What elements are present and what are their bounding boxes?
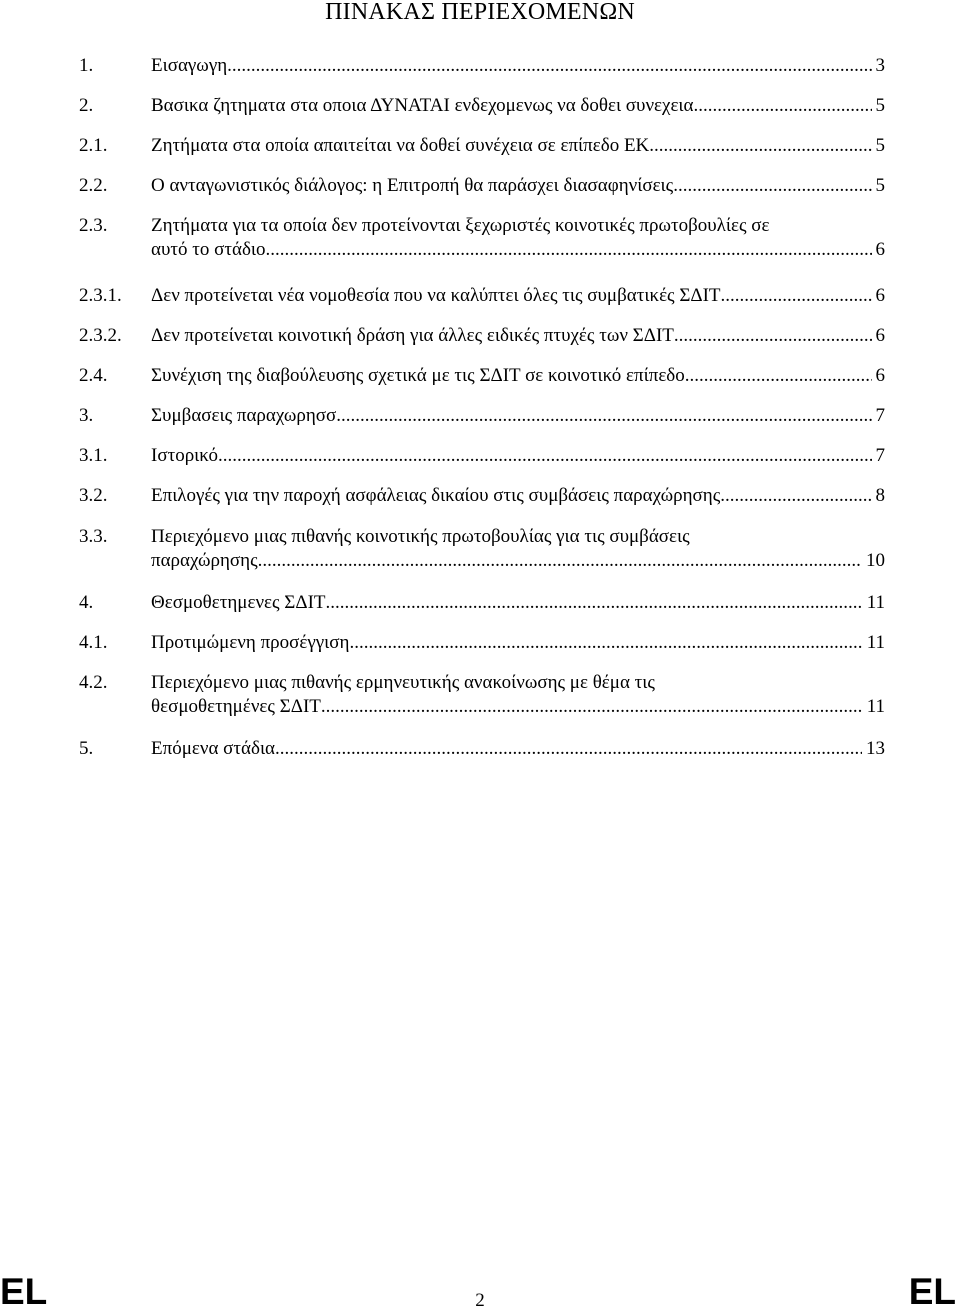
toc-entry-number: 2.1. xyxy=(79,135,108,156)
toc-entry-body xyxy=(151,671,885,719)
toc-entry[interactable] xyxy=(79,591,885,615)
page-title: ΠΙΝΑΚΑΣ ΠΕΡΙΕΧΟΜΕΝΩΝ xyxy=(325,0,635,25)
toc-entry-last-line xyxy=(151,364,885,388)
dot-leader xyxy=(218,444,872,468)
toc-entry-title: Συνέχιση της διαβούλευσης σχετικά με τις ΣΔΙΤ σε κοινοτικό επίπεδο xyxy=(151,365,685,386)
dot-leader xyxy=(694,94,872,118)
dot-leader xyxy=(649,134,871,158)
toc-entry[interactable] xyxy=(79,671,885,719)
dot-leader xyxy=(336,404,871,428)
toc-entry-title: Ο ανταγωνιστικός διάλογος: η Επιτροπή θα παράσχει διασαφηνίσεις xyxy=(151,175,674,196)
toc-entry-page-number: 11 xyxy=(866,592,885,613)
toc-entry-body xyxy=(151,591,885,615)
toc-entry[interactable] xyxy=(79,284,885,308)
toc-entry-page-number: 5 xyxy=(875,135,885,156)
toc-entry-title-line: Ζητήματα για τα οποία δεν προτείνονται ξεχωριστές κοινοτικές πρωτοβουλίες σε xyxy=(151,215,770,236)
toc-entry[interactable] xyxy=(79,484,885,508)
toc-entry-page-number: 3 xyxy=(875,55,885,76)
toc-entry-last-line xyxy=(151,324,885,348)
dot-leader xyxy=(326,591,863,615)
toc-entry-body xyxy=(151,54,885,78)
toc-entry-body xyxy=(151,364,885,388)
toc-entry-number: 2.3.1. xyxy=(79,285,122,306)
toc-entry-number: 3. xyxy=(79,405,94,426)
toc-entry-body xyxy=(151,324,885,348)
toc-entry-body xyxy=(151,284,885,308)
toc-entry-last-line xyxy=(151,238,885,262)
toc-entry[interactable] xyxy=(79,631,885,655)
toc-entry-title-line: Περιεχόμενο μιας πιθανής κοινοτικής πρωτοβουλίας για τις συμβάσεις xyxy=(151,526,690,547)
toc-entry-last-line xyxy=(151,737,885,761)
dot-leader xyxy=(720,484,871,508)
toc-entry-number: 2.4. xyxy=(79,365,108,386)
toc-entry-title: Συμβασεις παραχωρησσ xyxy=(151,405,337,426)
toc-entry-title: Δεν προτείνεται κοινοτική δράση για άλλες ειδικές πτυχές των ΣΔΙΤ xyxy=(151,325,674,346)
toc-entry-number: 2. xyxy=(79,95,94,116)
toc-entry-page-number: 5 xyxy=(875,95,885,116)
toc-entry-body xyxy=(151,174,885,198)
dot-leader xyxy=(685,364,872,388)
toc-entry-title: Προτιμώμενη προσέγγιση xyxy=(151,632,350,653)
toc-entry-number: 4.2. xyxy=(79,672,108,693)
toc-entry-number: 4. xyxy=(79,592,94,613)
toc-entry-body xyxy=(151,737,885,761)
dot-leader xyxy=(349,631,862,655)
toc-entry-body xyxy=(151,444,885,468)
dot-leader xyxy=(721,284,872,308)
toc-entry-page-number: 6 xyxy=(875,239,885,260)
toc-entry[interactable] xyxy=(79,364,885,388)
toc-entry-body xyxy=(151,484,885,508)
toc-entry[interactable] xyxy=(79,404,885,428)
toc-entry[interactable] xyxy=(79,94,885,118)
toc-entry-title: Επόμενα στάδια xyxy=(151,738,276,759)
toc-entry-last-line xyxy=(151,174,885,198)
toc-entry-last-line xyxy=(151,284,885,308)
toc-entry-title: Βασικα ζητηματα στα οποια ΔΥΝΑΤΑΙ ενδεχομενως να δοθει συνεχεια xyxy=(151,95,694,116)
toc-entry-page-number: 6 xyxy=(875,285,885,306)
toc-entry-page-number: 7 xyxy=(875,445,885,466)
toc-entry-title-line: Περιεχόμενο μιας πιθανής ερμηνευτικής ανακοίνωσης με θέμα τις xyxy=(151,672,655,693)
toc-entry[interactable] xyxy=(79,214,885,262)
dot-leader xyxy=(673,174,871,198)
toc-entry-page-number: 10 xyxy=(866,550,885,571)
toc-entry-title: Ιστορικό xyxy=(151,445,218,466)
toc-entry-body xyxy=(151,525,885,573)
toc-entry-last-line xyxy=(151,484,885,508)
toc-entry-number: 2.3.2. xyxy=(79,325,122,346)
toc-entry-last-line xyxy=(151,631,885,655)
dot-leader xyxy=(674,324,872,348)
toc-entry-number: 2.3. xyxy=(79,215,108,236)
toc-entry-last-line xyxy=(151,591,885,615)
toc-entry-number: 3.1. xyxy=(79,445,108,466)
toc-entry-page-number: 8 xyxy=(875,485,885,506)
toc-entry-title: Ζητήματα στα οποία απαιτείται να δοθεί συνέχεια σε επίπεδο ΕΚ xyxy=(151,135,650,156)
toc-entry-body xyxy=(151,134,885,158)
toc-entry-last-line xyxy=(151,444,885,468)
toc-entry-last-line xyxy=(151,695,885,719)
toc-entry-title: θεσμοθετημένες ΣΔΙΤ xyxy=(151,696,321,717)
toc-entry-body xyxy=(151,631,885,655)
toc-entry-page-number: 6 xyxy=(875,325,885,346)
toc-entry-last-line xyxy=(151,404,885,428)
dot-leader xyxy=(227,54,871,78)
toc-entry-last-line xyxy=(151,94,885,118)
toc-entry[interactable] xyxy=(79,174,885,198)
toc-entry-body xyxy=(151,404,885,428)
toc-entry-title: Εισαγωγη xyxy=(151,55,228,76)
toc-entry-page-number: 11 xyxy=(866,696,885,717)
toc-entry-number: 2.2. xyxy=(79,175,108,196)
toc-entry[interactable] xyxy=(79,134,885,158)
dot-leader xyxy=(275,737,862,761)
toc-entry-number: 1. xyxy=(79,55,94,76)
toc-entry-title: Επιλογές για την παροχή ασφάλειας δικαίου στις συμβάσεις παραχώρησης xyxy=(151,485,721,506)
footer-language-code-right: EL xyxy=(908,1271,956,1312)
dot-leader xyxy=(266,238,872,262)
dot-leader xyxy=(258,549,862,573)
toc-entry-body xyxy=(151,214,885,262)
toc-entry[interactable] xyxy=(79,737,885,761)
toc-entry-number: 3.2. xyxy=(79,485,108,506)
footer-language-code-left: EL xyxy=(0,1271,48,1312)
toc-entry-title: Δεν προτείνεται νέα νομοθεσία που να καλύπτει όλες τις συμβατικές ΣΔΙΤ xyxy=(151,285,721,306)
toc-entry-page-number: 5 xyxy=(875,175,885,196)
toc-entry-number: 5. xyxy=(79,738,94,759)
toc-entry-body xyxy=(151,94,885,118)
toc-entry-title: παραχώρησης xyxy=(151,550,258,571)
toc-entry-number: 4.1. xyxy=(79,632,108,653)
toc-entry-page-number: 11 xyxy=(866,632,885,653)
toc-entry-last-line xyxy=(151,549,885,573)
toc-entry-last-line xyxy=(151,134,885,158)
toc-entry-last-line xyxy=(151,54,885,78)
toc-entry[interactable] xyxy=(79,525,885,573)
toc-entry[interactable] xyxy=(79,444,885,468)
toc-entry-page-number: 7 xyxy=(875,405,885,426)
dot-leader xyxy=(321,695,863,719)
toc-entry-page-number: 6 xyxy=(875,365,885,386)
footer-page-number: 2 xyxy=(475,1290,485,1311)
toc-entry[interactable] xyxy=(79,54,885,78)
toc-entry[interactable] xyxy=(79,324,885,348)
toc-entry-title: Θεσμοθετημενες ΣΔΙΤ xyxy=(151,592,326,613)
toc-entry-number: 3.3. xyxy=(79,526,108,547)
toc-entry-page-number: 13 xyxy=(866,738,885,759)
toc-entry-title: αυτό το στάδιο xyxy=(151,239,266,260)
